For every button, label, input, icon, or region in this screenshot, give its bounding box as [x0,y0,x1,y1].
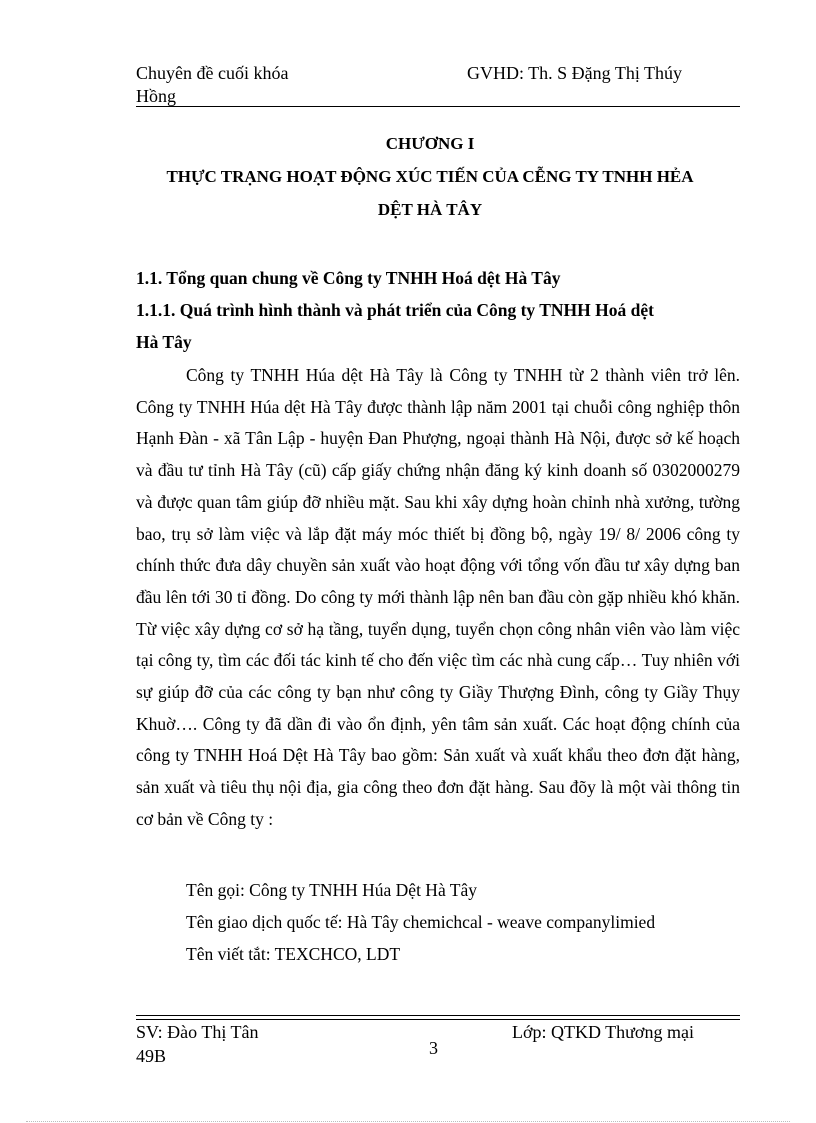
header-left-line2: Hồng [136,86,176,106]
page-edge-dotted-line [26,1121,790,1122]
footer-left-line1: SV: Đào Thị Tân [136,1022,259,1042]
page-number: 3 [429,1038,438,1058]
chapter-title-line1: THỰC TRẠNG HOẠT ĐỘNG XÚC TIẾN CỦA CỄNG TY TNHH HẺA [166,167,694,186]
header-rule [136,106,740,107]
footer-right: Lớp: QTKD Thương mại [512,1022,694,1042]
company-abbreviation: Tên viết tắt: TEXCHCO, LDT [186,944,401,964]
section-1-1-heading: 1.1. Tổng quan chung về Công ty TNHH Hoá dệt Hà Tây [136,268,561,288]
company-name: Tên gọi: Công ty TNHH Húa Dệt Hà Tây [186,880,477,900]
body-paragraph: Công ty TNHH Húa dệt Hà Tây là Công ty TNHH từ 2 thành viên trở lên. Công ty TNHH Húa dệt Hà Tây được thành lập năm 2001 tại chuỗi công nghiệp thôn Hạnh Đàn - xã Tân Lập - huyện Đan Phượng, ngoại thành Hà Nội, được sở kế hoạch và đầu tư tỉnh Hà Tây (cũ) cấp giấy chứng nhận đăng ký kinh doanh số 0302000279 và được quan tâm giúp đỡ nhiều mặt. Sau khi xây dựng hoàn chỉnh nhà xưởng, tường bao, trụ sở làm việc và lắp đặt máy móc thiết bị đồng bộ, ngày 19/ 8/ 2006 công ty chính thức đưa dây chuyền sản xuất vào hoạt động với tổng vốn đầu tư xây dựng ban đầu lên tới 30 tỉ đồng. Do công ty mới thành lập nên ban đầu còn gặp nhiều khó khăn. Từ việc xây dựng cơ sở hạ tầng, tuyển dụng, tuyển chọn công nhân viên vào làm việc tại công ty, tìm các đối tác kinh tế cho đến việc tìm các nhà cung cấp… Tuy nhiên với sự giúp đỡ của các công ty bạn như công ty Giầy Thượng Đình, công ty Giầy Thụy Khuờ…. Công ty đã dần đi vào ổn định, yên tâm sản xuất. Các hoạt động chính của công ty TNHH Hoá Dệt Hà Tây bao gồm: Sản xuất và xuất khẩu theo đơn đặt hàng, sản xuất và tiêu thụ nội địa, gia công theo đơn đặt hàng. Sau đõy là một vài thông tin cơ bản về Công ty : [136,365,740,829]
header-right: GVHD: Th. S Đặng Thị Thúy [467,63,683,83]
footer-rule-top [136,1015,740,1016]
section-1-1-1-heading-line2: Hà Tây [136,332,192,352]
chapter-number: CHƯƠNG I [385,134,475,153]
footer-rule-bottom [136,1019,740,1020]
chapter-title-line2: DỆT HÀ TÂY [377,200,483,219]
header-left-line1: Chuyên đề cuối khóa [136,63,289,83]
section-1-1-1-heading-line1: 1.1.1. Quá trình hình thành và phát triển của Công ty TNHH Hoá dệt [136,300,654,320]
company-trade-name: Tên giao dịch quốc tế: Hà Tây chemichcal - weave companylimied [186,912,656,932]
footer-left-line2: 49B [136,1046,167,1066]
